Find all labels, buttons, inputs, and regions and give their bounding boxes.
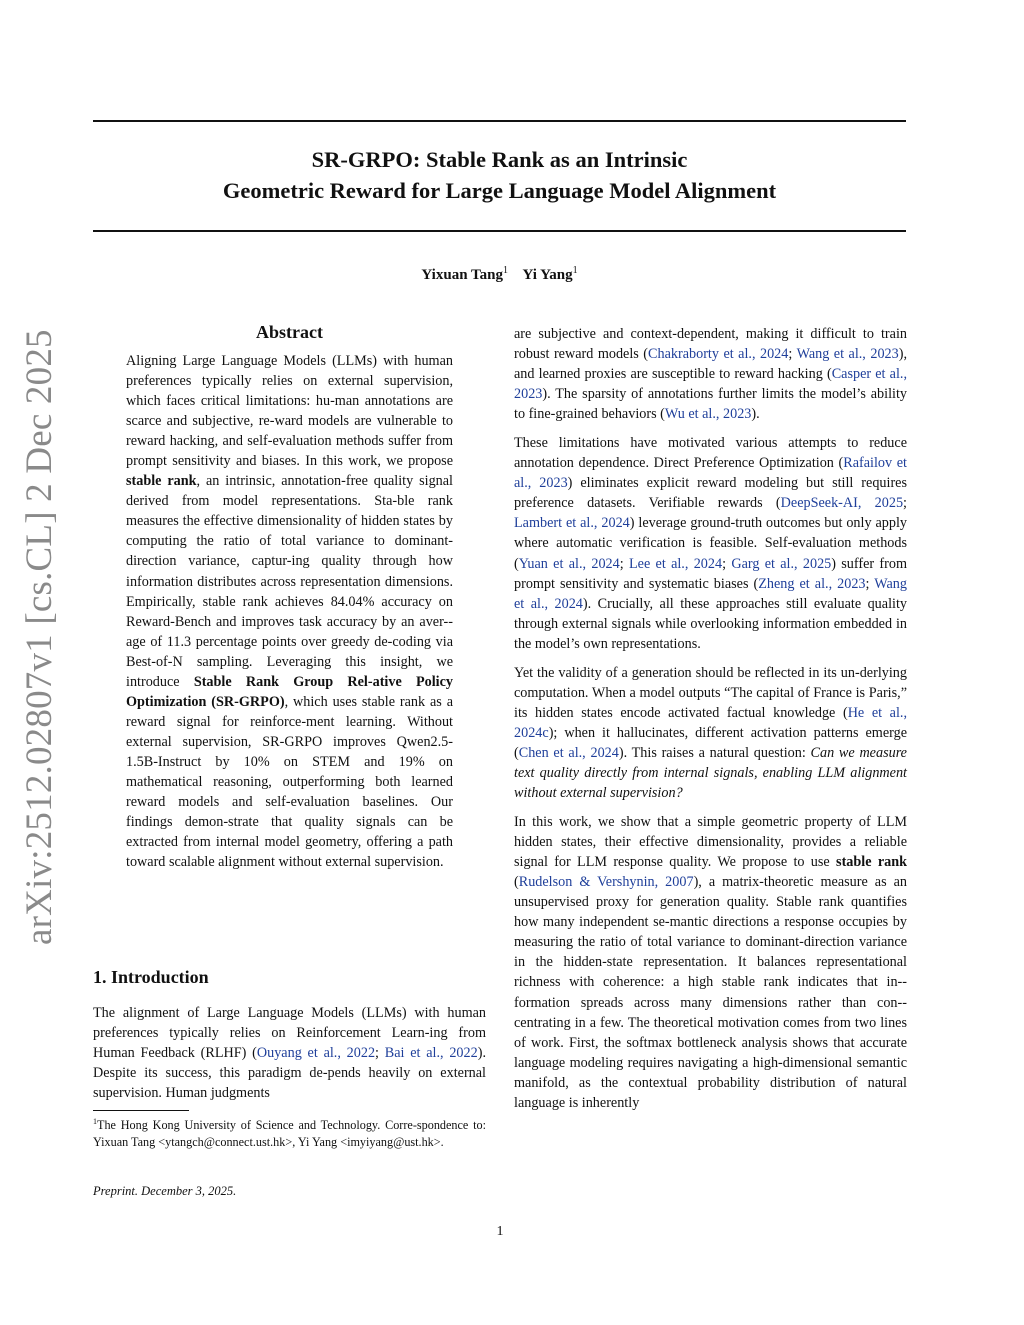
abstract-text: , an intrinsic, annotation-free quality signal derived from model representations. Sta-ble rank measures the effective dimensionality of hidden states by computing the ratio of total variance to dominant-direction variance, captur-ing quality through how information distributes across representation dimensions. Empirically, stable rank achieves 84.04% accuracy on Reward-Bench and improves task accuracy by an aver-age of 11.3 percentage points over greedy de-coding via Best-of-N sampling. Leveraging this insight, we introduce [126,473,453,690]
body-text: ). Crucially, all these approaches still evaluate quality through external signals while overlooking information embedded in the model’s own representations. [514,595,907,652]
body-text: ; [375,1045,385,1061]
footnote-mark: 1 [93,1117,97,1126]
bold-term: stable rank [836,854,908,871]
body-text: ). This raises a natural question: [618,744,811,761]
body-text: ; [865,575,875,592]
body-text: ). The sparsity of annotations further limits the model’s ability to fine-grained behaviors ( [514,386,907,423]
body-text: ( [514,874,519,891]
body-text: ), a matrix-theoretic measure as an unsupervised proxy for generation quality. Stable rank quantifies how many independent se-mantic directions a response occupies by measuring the ratio of total variance to dominant-direction variance in the hidden-state representation. It balances representational richness with coherence: a high stable rank indicates that in-formation spreads across many dimensions rather than con-centrating in a few. The theoretical motivation comes from two lines of work. First, the softmax bottleneck analysis shows that accurate language modeling requires navigating a high-dimensional semantic manifold, as the contextual probability distribution of natural language is inherently [514,874,907,1111]
citation-link[interactable]: Yuan et al., 2024 [518,555,620,572]
body-text: ; [619,555,629,572]
citation-link[interactable]: Ouyang et al., 2022 [256,1045,376,1061]
body-text: ; [903,495,907,512]
abstract-heading: Abstract [256,322,323,342]
paragraph [514,433,907,654]
author-affiliation-mark: 1 [502,265,508,276]
preprint-note: Preprint. December 3, 2025. [93,1184,237,1198]
citation-link[interactable]: Zheng et al., 2023 [758,575,866,592]
citation-link[interactable]: Lee et al., 2024 [628,555,723,572]
footnote [93,1114,486,1150]
body-text: ; [788,346,797,363]
title-line-1: SR-GRPO: Stable Rank as an Intrinsic [311,147,688,172]
title-rule-bottom [93,230,906,232]
section-heading-introduction: 1. Introduction [93,967,209,987]
arxiv-watermark: arXiv:2512.02807v1 [cs.CL] 2 Dec 2025 [19,329,60,945]
body-text: ), and learned proxies are susceptible to reward hacking ( [514,346,908,383]
abstract-bold: Stable Rank Group Rel-ative Policy Optimization (SR-GRPO) [126,673,454,710]
citation-link[interactable]: Bai et al., 2022 [384,1045,478,1061]
citation-link[interactable]: Rudelson & Vershynin, 2007 [518,874,694,891]
body-text: are subjective and context-dependent, making it difficult to train robust reward models ( [514,326,907,363]
paragraph [514,324,907,424]
body-text: The alignment of Large Language Models (LLMs) with human preferences typically relies on Reinforcement Learn-ing from Human Feedback (RLHF) ( [93,1005,486,1061]
citation-link[interactable]: DeepSeek-AI, 2025 [780,495,904,512]
abstract-bold: stable rank [126,473,197,490]
paragraph [514,663,907,803]
body-text: ). Despite its success, this paradigm de-pends heavily on external supervision. Human judgments [93,1045,486,1101]
abstract-body [126,351,453,872]
body-text: In this work, we show that a simple geometric property of LLM hidden states, their effective dimensionality, provides a reliable signal for LLM response quality. We propose to use [514,814,907,871]
body-text: Yet the validity of a generation should be reflected in its un-derlying computation. When a model outputs “The capital of France is Paris,” its hidden states encode activated factual knowledge ( [514,664,907,721]
author-list [93,265,906,284]
author-name: Yi Yang [522,267,573,283]
abstract-text: Aligning Large Language Models (LLMs) with human preferences typically relies on external supervision, which faces critical limitations: hu-man annotations are scarce and subjective, re-ward models are vulnerable to reward hacking, and self-evaluation methods suffer from prompt sensitivity and biases. In this work, we propose [126,353,453,470]
author-name: Yixuan Tang [421,267,503,283]
citation-link[interactable]: Wang et al., 2023 [796,346,899,363]
body-text: These limitations have motivated various attempts to reduce annotation dependence. Direct Preference Optimization ( [514,435,907,472]
citation-link[interactable]: Garg et al., 2025 [731,555,832,572]
footnote-text: The Hong Kong University of Science and Technology. Corre-spondence to: Yixuan Tang <ytangch@connect.ust.hk>, Yi Yang <imyiyang@ust.hk>. [93,1118,486,1149]
citation-link[interactable]: He et al., 2024c [514,704,907,741]
citation-link[interactable]: Rafailov et al., 2023 [514,455,907,492]
citation-link[interactable]: Lambert et al., 2024 [514,515,630,532]
body-text: ); when it hallucinates, different activation patterns emerge ( [514,724,907,761]
title-line-2: Geometric Reward for Large Language Model Alignment [222,178,777,203]
paragraph [514,812,907,1113]
right-column [514,324,907,1122]
citation-link[interactable]: Chen et al., 2024 [518,744,619,761]
body-text: ) eliminates explicit reward modeling but still requires preference datasets. Verifiable rewards ( [514,475,907,512]
author-affiliation-mark: 1 [572,265,578,276]
citation-link[interactable]: Casper et al., 2023 [514,366,907,403]
body-text: ; [722,555,732,572]
abstract-text: , which uses stable rank as a reward signal for reinforce-ment learning. Without external supervision, SR-GRPO improves Qwen2.5-1.5B-Instruct by 10% on STEM and 19% on mathematical reasoning, outperforming both learned reward models and self-evaluation baselines. Our findings demon-strate that quality signals can be extracted from internal model geometry, offering a path toward scalable alignment without external supervision. [126,693,453,871]
intro-paragraph [93,1003,486,1103]
citation-link[interactable]: Wang et al., 2024 [514,575,907,612]
body-text: ) leverage ground-truth outcomes but only apply where automatic verification is feasible. Self-evaluation methods ( [514,515,907,572]
page-number: 1 [496,1224,504,1239]
footnote-rule [93,1110,189,1111]
body-text: ) suffer from prompt sensitivity and systematic biases ( [514,555,907,592]
title-rule-top [93,120,906,122]
citation-link[interactable]: Chakraborty et al., 2024 [648,346,789,363]
paper-title [93,144,906,206]
research-question: Can we measure text quality directly from internal signals, enabling LLM alignment without external supervision? [514,744,907,802]
body-text: ). [751,406,760,423]
citation-link[interactable]: Wu et al., 2023 [664,406,752,423]
